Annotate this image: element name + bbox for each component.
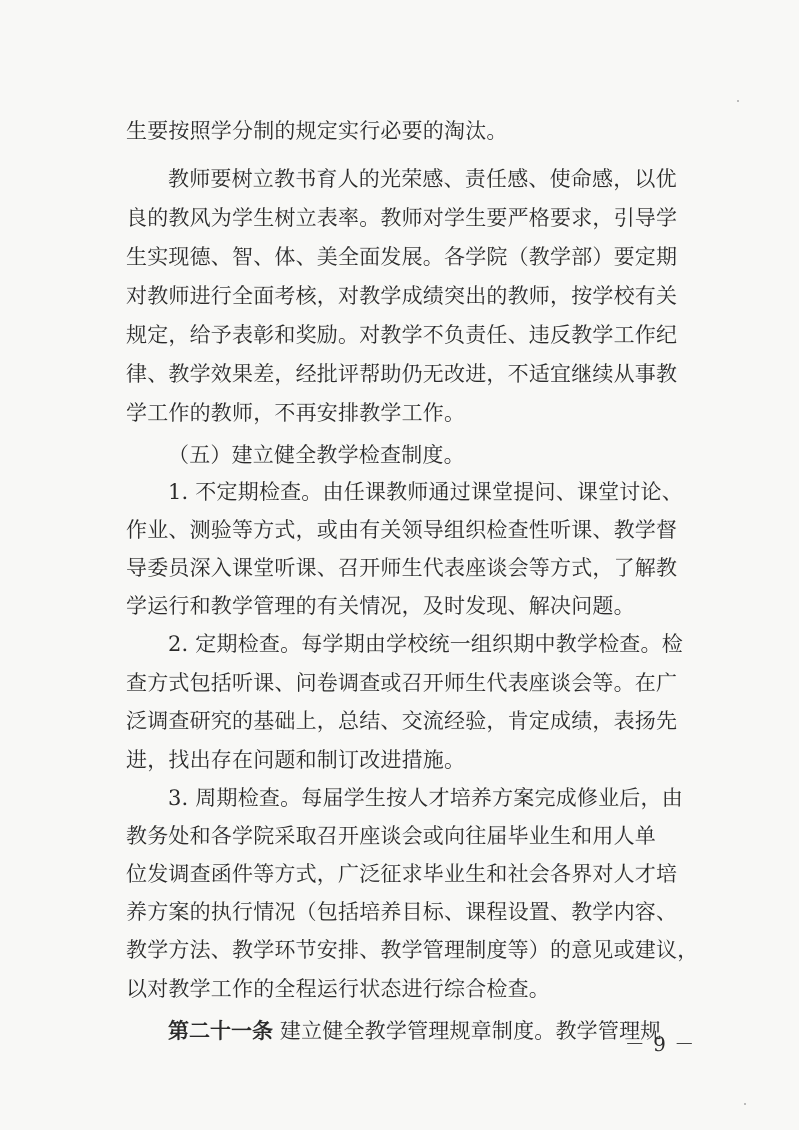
text-line: 泛调查研究的基础上，总结、交流经验，肯定成绩，表扬先 — [126, 709, 678, 733]
article-number: 第二十一条 — [168, 1019, 273, 1043]
article-text: 建立健全教学管理规章制度。教学管理规 — [273, 1019, 662, 1043]
text-line: 生实现德、智、体、美全面发展。各学院（教学部）要定期 — [126, 245, 678, 269]
text-line: 养方案的执行情况（包括培养目标、课程设置、教学内容、 — [126, 900, 678, 924]
text-line: 进，找出存在问题和制订改进措施。 — [126, 748, 466, 772]
paragraph-first-line: 3. 周期检查。每届学生按人才培养方案完成修业后，由 — [168, 786, 683, 810]
text-line: 以对教学工作的全程运行状态进行综合检查。 — [126, 977, 550, 1001]
text-line: 教学方法、教学环节安排、教学管理制度等）的意见或建议， — [126, 938, 699, 962]
text-line: 生要按照学分制的规定实行必要的淘汰。 — [126, 119, 508, 143]
paragraph-first-line: 教师要树立教书育人的光荣感、责任感、使命感，以优 — [168, 167, 677, 191]
page-number: － 9 － — [624, 1032, 696, 1056]
scan-speck — [744, 1103, 746, 1105]
section-heading: （五）建立健全教学检查制度。 — [168, 443, 465, 467]
text-line: 作业、测验等方式，或由有关领导组织检查性听课、教学督 — [126, 518, 678, 542]
text-line: 查方式包括听课、问卷调查或召开师生代表座谈会等。在广 — [126, 671, 678, 695]
text-line: 教务处和各学院采取召开座谈会或向往届毕业生和用人单 — [126, 824, 656, 848]
text-line: 规定，给予表彰和奖励。对教学不负责任、违反教学工作纪 — [126, 323, 678, 347]
scan-speck — [737, 100, 739, 102]
text-line: 位发调查函件等方式，广泛征求毕业生和社会各界对人才培 — [126, 862, 678, 886]
text-line: 导委员深入课堂听课、召开师生代表座谈会等方式，了解教 — [126, 556, 678, 580]
text-line: 律、教学效果差，经批评帮助仍无改进，不适宜继续从事教 — [126, 362, 678, 386]
text-line: 学运行和教学管理的有关情况，及时发现、解决问题。 — [126, 594, 635, 618]
text-line: 学工作的教师，不再安排教学工作。 — [126, 401, 466, 425]
paragraph-first-line: 2. 定期检查。每学期由学校统一组织期中教学检查。检 — [168, 632, 683, 656]
paragraph-first-line: 1. 不定期检查。由任课教师通过课堂提问、课堂讨论、 — [168, 480, 683, 504]
text-line: 对教师进行全面考核，对教学成绩突出的教师，按学校有关 — [126, 284, 678, 308]
text-line: 良的教风为学生树立表率。教师对学生要严格要求，引导学 — [126, 206, 678, 230]
article-line — [168, 1014, 686, 1048]
